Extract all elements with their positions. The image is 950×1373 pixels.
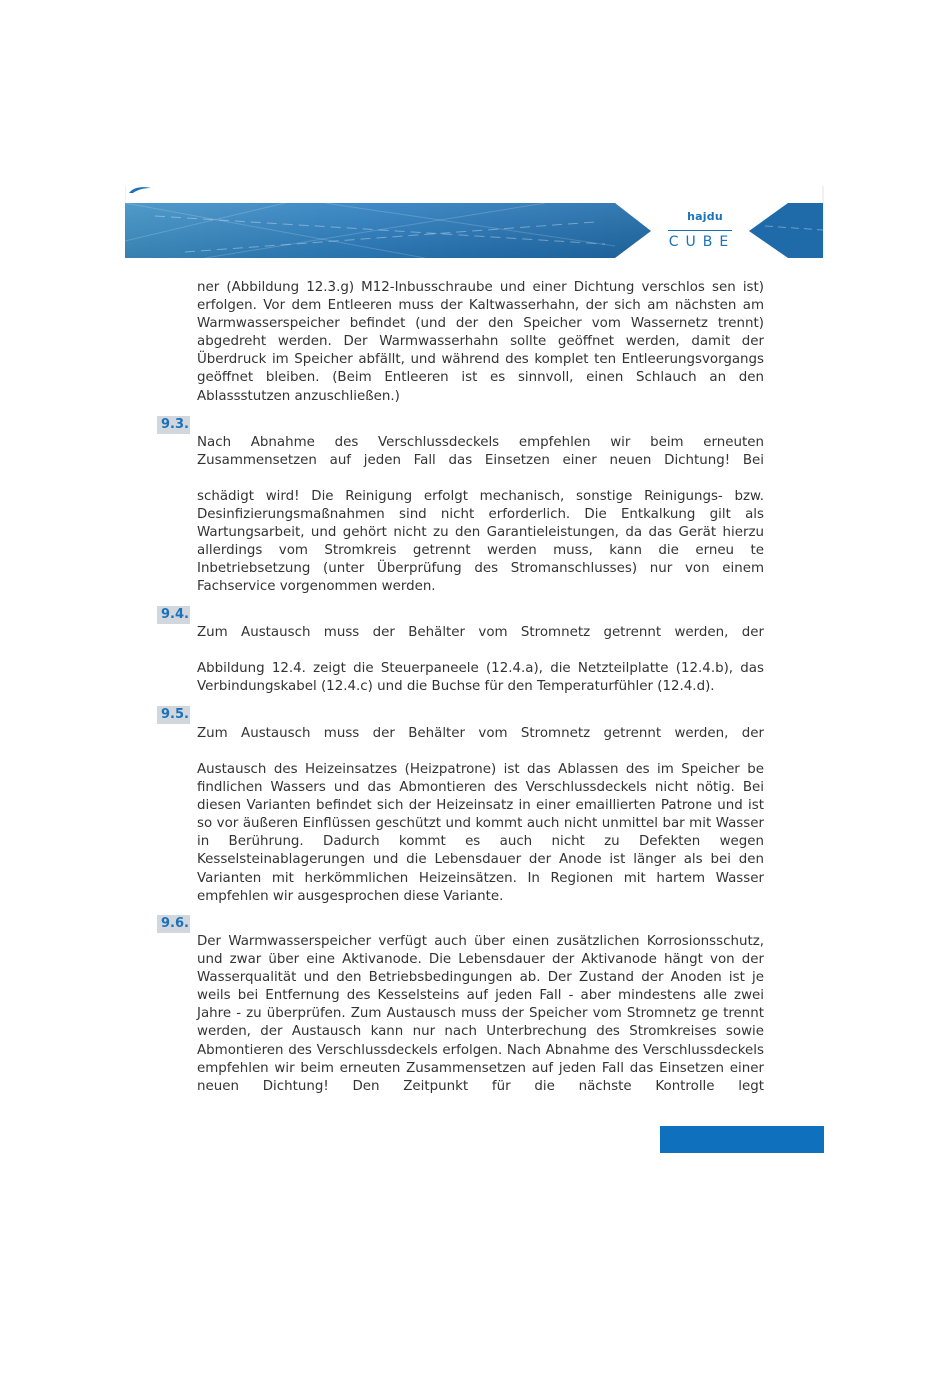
section-9-6-paragraph-1 xyxy=(197,933,764,1096)
section-9-4-paragraph-2 xyxy=(197,660,764,696)
body-text: Zum Austausch muss der Behälter vom Stromnetz getrennt werden, der xyxy=(197,625,764,640)
hajdu-logo-swoosh-icon xyxy=(125,186,153,194)
logo-divider xyxy=(668,230,732,231)
product-logo: CUBE xyxy=(668,234,736,250)
section-number-9-5: 9.5. xyxy=(157,706,190,724)
section-9-4-paragraph-1 xyxy=(197,624,764,642)
section-number-9-4: 9.4. xyxy=(157,606,190,624)
page-header xyxy=(125,186,824,259)
body-text: schädigt wird! Die Reinigung erfolgt mechanisch, sonstige Reinigungs- bzw. Desinfizierungsmaßnahmen sind nicht erforderlich. Die Entkalkung gilt als Wartungsarbeit, und gehört nicht zu den Garantieleistungen, da das Gerät hierzu allerdings vom Stromkreis getrennt werden muss, kann die erneu te Inbetriebsetzung (unter Überprüfung des Stromanschlusses) nur von einem Fachservice vorgenommen werden. xyxy=(197,489,764,595)
brand-logo: hajdu xyxy=(687,210,723,223)
section-9-5-paragraph-1 xyxy=(197,725,764,743)
footer-accent-bar xyxy=(660,1126,824,1153)
section-9-5-paragraph-2 xyxy=(197,761,764,906)
body-text: Der Warmwasserspeicher verfügt auch über einen zusätzlichen Korrosionsschutz, und zwar über eine Aktivanode. Die Lebensdauer der Aktivanode hängt von der Wasserqualität und den Betriebsbedingungen ab. Der Zustand der Anoden ist je weils bei Entfernung des Kesselsteins auf jeden Fall - aber mindestens alle zwei Jahre - zu überprüfen. Zum Austausch muss der Speicher vom Stromnetz ge trennt werden, der Austausch kann nur nach Unterbrechung des Stromkreises sowie Abmontieren des Verschlussdeckels erfolgen. Nach Abnahme des Verschlussdeckels empfehlen wir beim erneuten Zusammensetzen auf jeden Fall das Einsetzen einer neuen Dichtung! Den Zeitpunkt für die nächste Kontrolle legt xyxy=(197,934,764,1094)
section-number-9-3: 9.3. xyxy=(157,416,190,434)
section-9-3-paragraph-2 xyxy=(197,488,764,597)
body-text: Zum Austausch muss der Behälter vom Stromnetz getrennt werden, der xyxy=(197,726,764,741)
body-text: Austausch des Heizeinsatzes (Heizpatrone) ist das Ablassen des im Speicher be findlichen Wassers und das Abmontieren des Verschlussdeckels nicht nötig. Bei diesen Varianten befindet sich der Heizeinsatz in einer emaillierten Patrone und ist so vor äußeren Einflüssen geschützt und kommt auch nicht unmittel bar mit Wasser in Berührung. Dadurch kommt es auch nicht zu Defekten wegen Kesselsteinablagerungen und die Lebensdauer der Anode ist länger als bei den Varianten mit herkömmlichen Heizeinsätzen. In Regionen mit hartem Wasser empfehlen wir ausgesprochen diese Variante. xyxy=(197,762,764,904)
intro-paragraph xyxy=(197,279,764,406)
body-text: Nach Abnahme des Verschlussdeckels empfehlen wir beim erneuten Zusammensetzen auf jeden Fall das Einsetzen einer neuen Dichtung! Bei xyxy=(197,435,764,469)
section-number-9-6: 9.6. xyxy=(157,915,190,933)
body-text: ner (Abbildung 12.3.g) M12-Inbusschraube und einer Dichtung verschlos sen ist) erfolgen. Vor dem Entleeren muss der Kaltwasserhahn, der sich am nächsten am Warmwasserspeicher befindet (und der den Speicher vom Wassernetz trennt) abgedreht werden. Der Warmwasserhahn sollte geöffnet werden, damit der Überdruck im Speicher abfällt, und während des komplet ten Entleerungsvorgangs geöffnet bleiben. (Beim Entleeren ist es sinnvoll, einen Schlauch an den Ablassstutzen anzuschließen.) xyxy=(197,280,765,404)
body-text: Abbildung 12.4. zeigt die Steuerpaneele (12.4.a), die Netzteilplatte (12.4.b), das Verbindungskabel (12.4.c) und die Buchse für den Temperaturfühler (12.4.d). xyxy=(197,661,764,695)
section-9-3-paragraph-1 xyxy=(197,434,764,470)
